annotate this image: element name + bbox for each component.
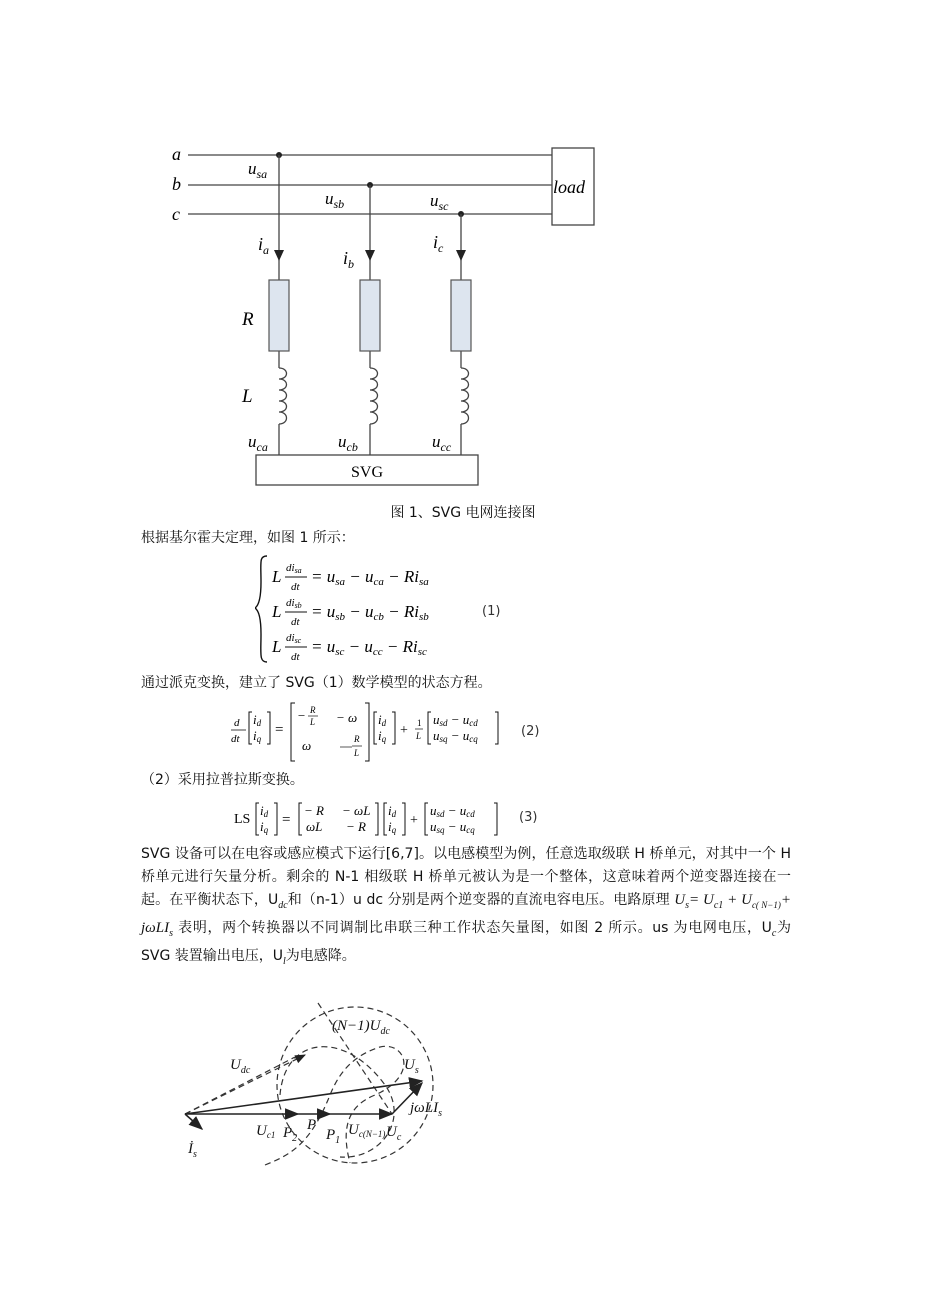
- laplace-transform-text: （2）采用拉普拉斯变换。: [141, 772, 304, 788]
- svg-text:id: id: [253, 712, 262, 728]
- svg-text:id: id: [378, 712, 387, 728]
- svg-text:− R: − R: [304, 803, 324, 818]
- svg-text:ω: ω: [302, 738, 312, 753]
- inductor-label: L: [242, 386, 253, 407]
- current-label-ic: $i_c$: [433, 232, 444, 255]
- svg-text:L: L: [272, 602, 282, 621]
- svg-text:dt: dt: [291, 581, 300, 593]
- svg-text:= usa − uca − Risa: = usa − uca − Risa: [311, 567, 429, 588]
- label-us: $U_s$: [404, 1057, 419, 1076]
- body-paragraph: SVG 设备可以在电容或感应模式下运行[6,7]。以电感模型为例，任意选取级联 H 桥单元，对其中一个 H 桥单元进行矢量分析。剩余的 N-1 相级联 H 桥单元被认为是一个整体，这意味着两个逆变器连接在一起。在平衡状态下，$U_{dc}$和（n-1）u dc 分别是两个逆变器的直流电容电压。电路原理 $U_s= U_{c1} + U_{c( N-1)}+ j\omega LI_s$ 表明，两个转换器以不同调制比串联三种工作状态矢量图，如图 2 所示。us 为电网电压，$U_c$为 SVG 装置输出电压，$U_l$为电感降。: [141, 846, 792, 967]
- resistor-b: [360, 280, 380, 351]
- svg-text:L: L: [272, 567, 282, 586]
- svg-text:+: +: [400, 723, 408, 738]
- bottom-label-ucc: $u_{cc}$: [432, 432, 452, 454]
- equation-3-number: (3): [519, 810, 538, 825]
- svg-text:R: R: [354, 734, 360, 744]
- label-ucn1: $U_{c(N-1)}$: [348, 1122, 386, 1139]
- current-label-ib: $i_b$: [343, 248, 355, 271]
- label-udc: $U_{dc}$: [230, 1057, 251, 1076]
- svg-text:disc: disc: [286, 632, 302, 645]
- svg-text:dt: dt: [291, 616, 300, 628]
- inductor-b: [370, 368, 378, 424]
- figure-1-circuit-diagram: [160, 140, 600, 495]
- node-label-usc: $u_{sc}$: [430, 191, 449, 213]
- svg-text:usq − ucq: usq − ucq: [430, 819, 475, 835]
- figure-2-vector-diagram: [170, 975, 500, 1175]
- park-transform-text: 通过派克变换，建立了 SVG（1）数学模型的状态方程。: [141, 675, 492, 691]
- equation-1: [255, 552, 515, 667]
- svg-text:dt: dt: [231, 733, 240, 745]
- svg-text:iq: iq: [260, 819, 269, 835]
- svg-text:usq − ucq: usq − ucq: [433, 728, 478, 744]
- label-uc: $U_c$: [386, 1124, 402, 1143]
- resistor-a: [269, 280, 289, 351]
- line-label-c: c: [172, 204, 180, 224]
- svg-text:disa: disa: [286, 562, 302, 575]
- node-label-usa: $u_{sa}$: [248, 159, 268, 181]
- bottom-label-uca: $u_{ca}$: [248, 432, 268, 454]
- current-arrow-a: [274, 250, 284, 261]
- svg-device-label: SVG: [350, 464, 384, 481]
- svg-text:dt: dt: [291, 651, 300, 663]
- equation-3: [232, 797, 512, 839]
- svg-text:usd − ucd: usd − ucd: [433, 712, 478, 728]
- resistor-c: [451, 280, 471, 351]
- svg-text:LS: LS: [234, 812, 251, 827]
- label-uc1: $U_{c1}$: [256, 1123, 276, 1140]
- svg-text:L: L: [416, 731, 422, 741]
- svg-text:iq: iq: [388, 819, 397, 835]
- is-vector: [185, 1114, 202, 1129]
- svg-text:iq: iq: [253, 728, 262, 744]
- equation-2: [228, 700, 528, 766]
- label-p2: $P_2$: [283, 1125, 298, 1144]
- inductor-c: [461, 368, 469, 424]
- svg-text:L: L: [272, 637, 282, 656]
- svg-text:disb: disb: [286, 597, 302, 610]
- svg-text:d: d: [234, 717, 240, 729]
- svg-text:=: =: [282, 812, 291, 828]
- line-label-b: b: [172, 174, 181, 194]
- current-label-ia: $i_a$: [258, 234, 270, 257]
- current-arrow-c: [456, 250, 466, 261]
- svg-text:usd − ucd: usd − ucd: [430, 803, 475, 819]
- svg-text:iq: iq: [378, 728, 387, 744]
- label-p1: $P_1$: [326, 1127, 341, 1146]
- svg-text:id: id: [260, 803, 269, 819]
- label-jwli: jωLI$_s$: [410, 1100, 443, 1119]
- svg-text:= usb − ucb − Risb: = usb − ucb − Risb: [311, 602, 429, 623]
- label-is: $İ_s$: [188, 1141, 197, 1160]
- kirchhoff-intro: 根据基尔霍夫定理，如图 1 所示：: [141, 530, 355, 546]
- svg-text:+: +: [410, 813, 418, 828]
- svg-text:=: =: [275, 722, 284, 738]
- equation-2-number: (2): [521, 724, 540, 739]
- label-p: P: [307, 1117, 317, 1133]
- svg-text:− ω: − ω: [336, 710, 358, 725]
- svg-text:L: L: [354, 748, 360, 758]
- svg-text:− ωL: − ωL: [342, 803, 371, 818]
- equation-1-number: (1): [482, 604, 501, 619]
- svg-text:id: id: [388, 803, 397, 819]
- svg-text:R: R: [310, 705, 316, 715]
- line-label-a: a: [172, 144, 181, 164]
- svg-text:L: L: [310, 717, 316, 727]
- us-vector: [185, 1081, 422, 1114]
- bottom-label-ucb: $u_{cb}$: [338, 432, 358, 454]
- node-label-usb: $u_{sb}$: [325, 189, 345, 211]
- resistor-label: R: [242, 309, 254, 330]
- inductor-a: [279, 368, 287, 424]
- svg-text:1: 1: [417, 718, 422, 728]
- svg-text:ωL: ωL: [306, 819, 323, 834]
- load-label: load: [553, 177, 586, 197]
- figure-1-caption: 图 1、SVG 电网连接图: [390, 505, 536, 521]
- label-n1udc: $(N-1)U_{dc}$: [332, 1018, 390, 1037]
- current-arrow-b: [365, 250, 375, 261]
- svg-text:= usc − ucc − Risc: = usc − ucc − Risc: [311, 637, 427, 658]
- svg-text:−: −: [297, 708, 306, 723]
- svg-text:− R: − R: [346, 819, 366, 834]
